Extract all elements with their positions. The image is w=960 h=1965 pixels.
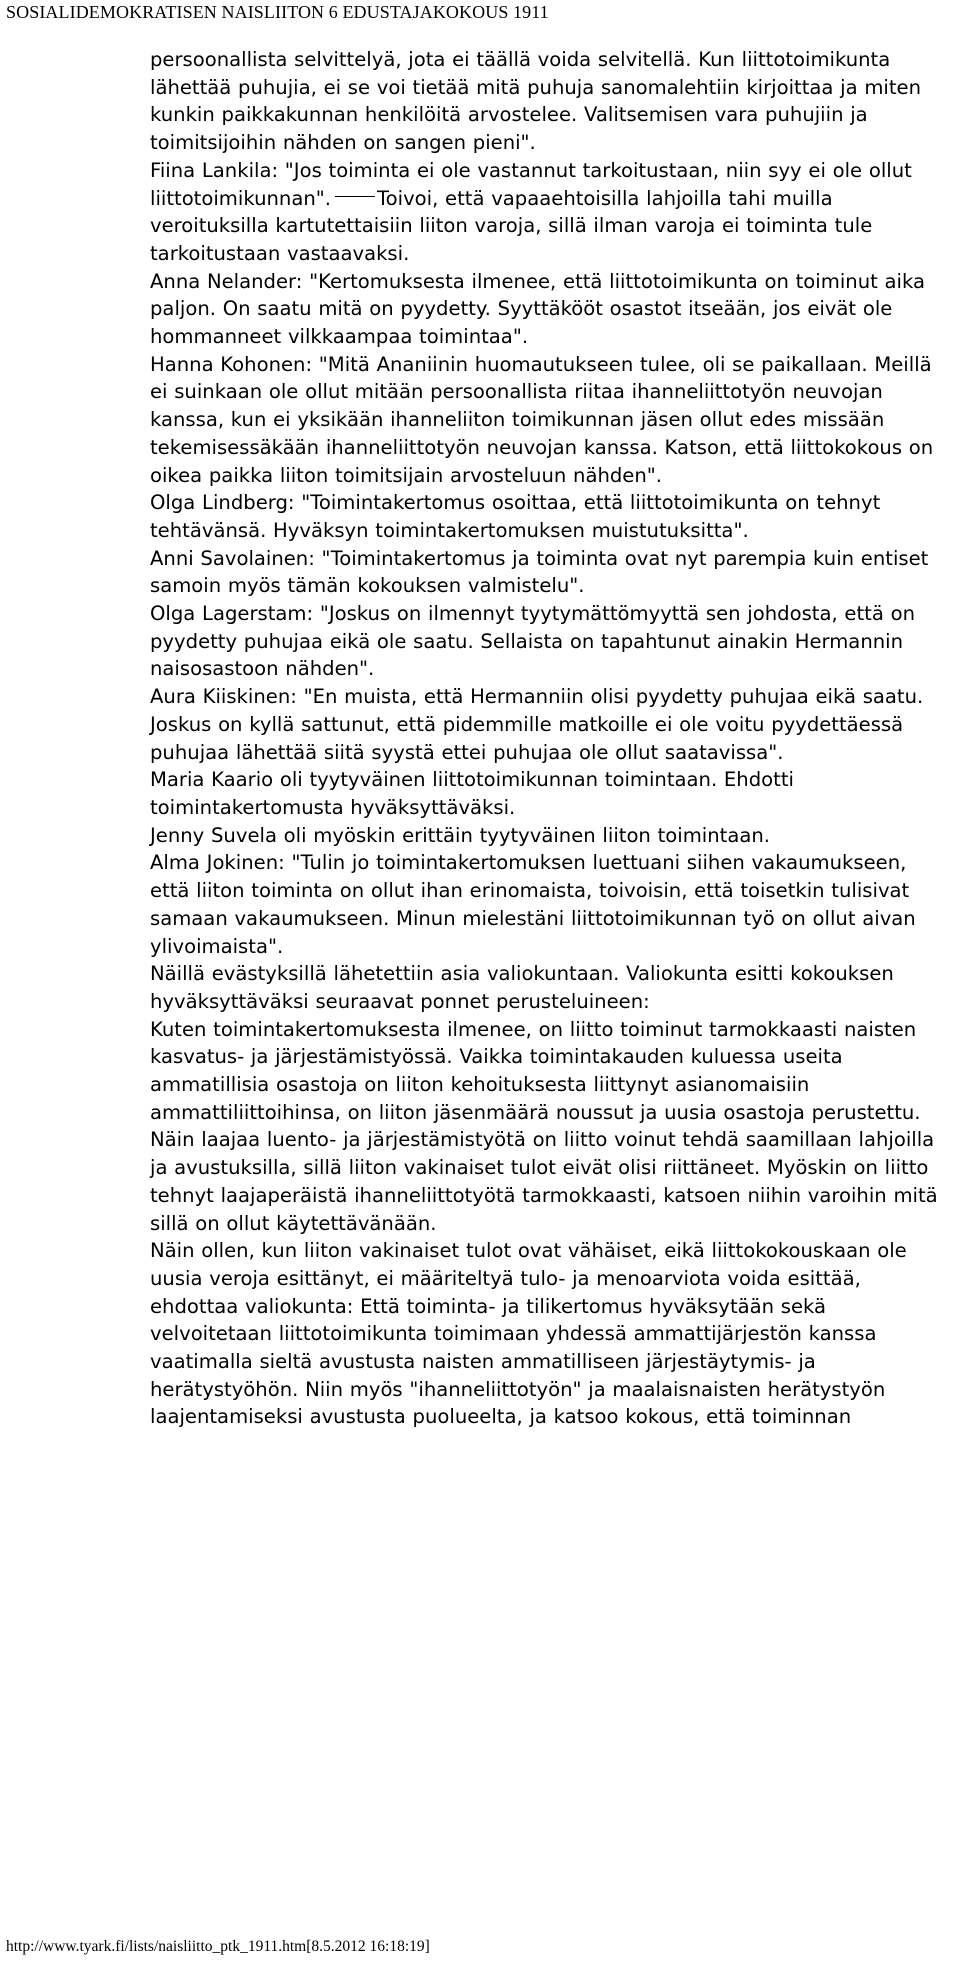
page-header: SOSIALIDEMOKRATISEN NAISLIITON 6 EDUSTAJAKOKOUS 1911 [6,2,549,22]
paragraph: velvoitetaan liittotoimikunta toimimaan yhdessä ammattijärjestön kanssa vaatimalla sieltä avustusta naisten ammatilliseen järjestäytymis- ja herätystyöhön. Niin myös "ihanneliittotyön" ja maalaisnaisten herätystyön laajentamiseksi avustusta puolueelta, ja katsoo kokous, että toiminnan [150,1322,886,1429]
paragraph: Anni Savolainen: "Toimintakertomus ja toiminta ovat nyt parempia kuin entiset samoin myös tämän kokouksen valmistelu". [150,546,929,598]
em-dash-rule [335,196,375,197]
paragraph: Alma Jokinen: "Tulin jo toimintakertomuksen luettuani siihen vakaumukseen, että liiton toiminta on ollut ihan erinomaista, toivoisin, että toisetkin tulisivat samaan vakaumukseen. Minun mielestäni liittotoimikunnan työ on ollut aivan ylivoimaista". [150,851,916,958]
paragraph: persoonallista selvittelyä, jota ei täällä voida selvitellä. Kun liittotoimikunta lähettää puhujia, ei se voi tietää mitä puhuja sanomalehtiin kirjoittaa ja miten kunkin paikkakunnan henkilöitä arvostelee. Valitsemisen vara puhujiin ja toimitsijoihin nähden on sangen pieni". [150,48,922,155]
paragraph: Anna Nelander: "Kertomuksesta ilmenee, että liittotoimikunta on toiminut aika paljon. On saatu mitä on pyydetty. Syyttäkööt osastot itseään, jos eivät ole hommanneet vilkkaampaa toimintaa". [150,269,925,349]
paragraph: Näillä evästyksillä lähetettiin asia valiokuntaan. Valiokunta esitti kokouksen hyväksyttäväksi seuraavat ponnet perusteluineen: [150,962,894,1013]
paragraph-fiina-lankila [150,157,940,268]
paragraph: Kuten toimintakertomuksesta ilmenee, on liitto toiminut tarmokkaasti naisten kasvatus- ja järjestämistyössä. Vaikka toimintakauden kuluessa useita ammatillisia osastoja on liiton kehoituksesta liittynyt asianomaisiin ammattiliittoihinsa, on liiton jäsenmäärä noussut ja uusia osastoja perustettu. Näin laajaa luento- ja järjestämistyötä on liitto voinut tehdä saamillaan lahjoilla ja avustuksilla, sillä liiton vakinaiset tulot eivät olisi riittäneet. Myöskin on liitto tehnyt laajaperäistä ihanneliittotyötä tarmokkaasti, katsoen niihin varoihin mitä sillä on ollut käytettävänään. [150,1017,938,1235]
paragraph: Näin ollen, kun liiton vakinaiset tulot ovat vähäiset, eikä liittokokouskaan ole uusia veroja esittänyt, ei määriteltyä tulo- ja menoarviota voida esittää, ehdottaa valiokunta: Että toiminta- ja tilikertomus hyväksytään sekä [150,1239,907,1318]
paragraph-continuation: Toivoi, että vapaaehtoisilla lahjoilla tahi muilla veroituksilla kartutettaisiin liiton varoja, sillä ilman varoja ei toiminta tule tarkoitustaan vastaavaksi. [150,186,873,265]
paragraph: Olga Lagerstam: "Joskus on ilmennyt tyytymättömyyttä sen johdosta, että on pyydetty puhujaa eikä ole saatu. Sellaista on tapahtunut ainakin Hermannin naisosastoon nähden". [150,602,915,681]
document-body [150,46,940,1431]
paragraph: Hanna Kohonen: "Mitä Ananiinin huomautukseen tulee, oli se paikallaan. Meillä ei suinkaan ole ollut mitään persoonallista riitaa ihanneliittotyön neuvojan kanssa, kun ei yksikään ihanneliiton toimikunnan jäsen ollut edes missään tekemisessäkään ihanneliittotyön neuvojan kanssa. Katson, että liittokokous on oikea paikka liiton toimitsijain arvosteluun nähden". [150,352,934,487]
page-footer-url: http://www.tyark.fi/lists/naisliitto_ptk_1911.htm[8.5.2012 16:18:19] [6,1938,430,1955]
paragraph: Aura Kiiskinen: "En muista, että Hermanniin olisi pyydetty puhujaa eikä saatu. Joskus on kyllä sattunut, että pidemmille matkoille ei ole voitu pyydettäessä puhujaa lähettää siitä syystä ettei puhujaa ole ollut saatavissa". [150,685,924,764]
paragraph-text: Fiina Lankila: "Jos toiminta ei ole vastannut tarkoitustaan, niin syy ei ole ollut liittotoimikunnan". [150,158,912,210]
paragraph: Olga Lindberg: "Toimintakertomus osoittaa, että liittotoimikunta on tehnyt tehtävänsä. Hyväksyn toimintakertomuksen muistutuksitta". [150,491,881,542]
paragraph: Jenny Suvela oli myöskin erittäin tyytyväinen liiton toimintaan. [150,823,770,847]
paragraph: Maria Kaario oli tyytyväinen liittotoimikunnan toimintaan. Ehdotti toimintakertomusta hyväksyttäväksi. [150,768,794,819]
